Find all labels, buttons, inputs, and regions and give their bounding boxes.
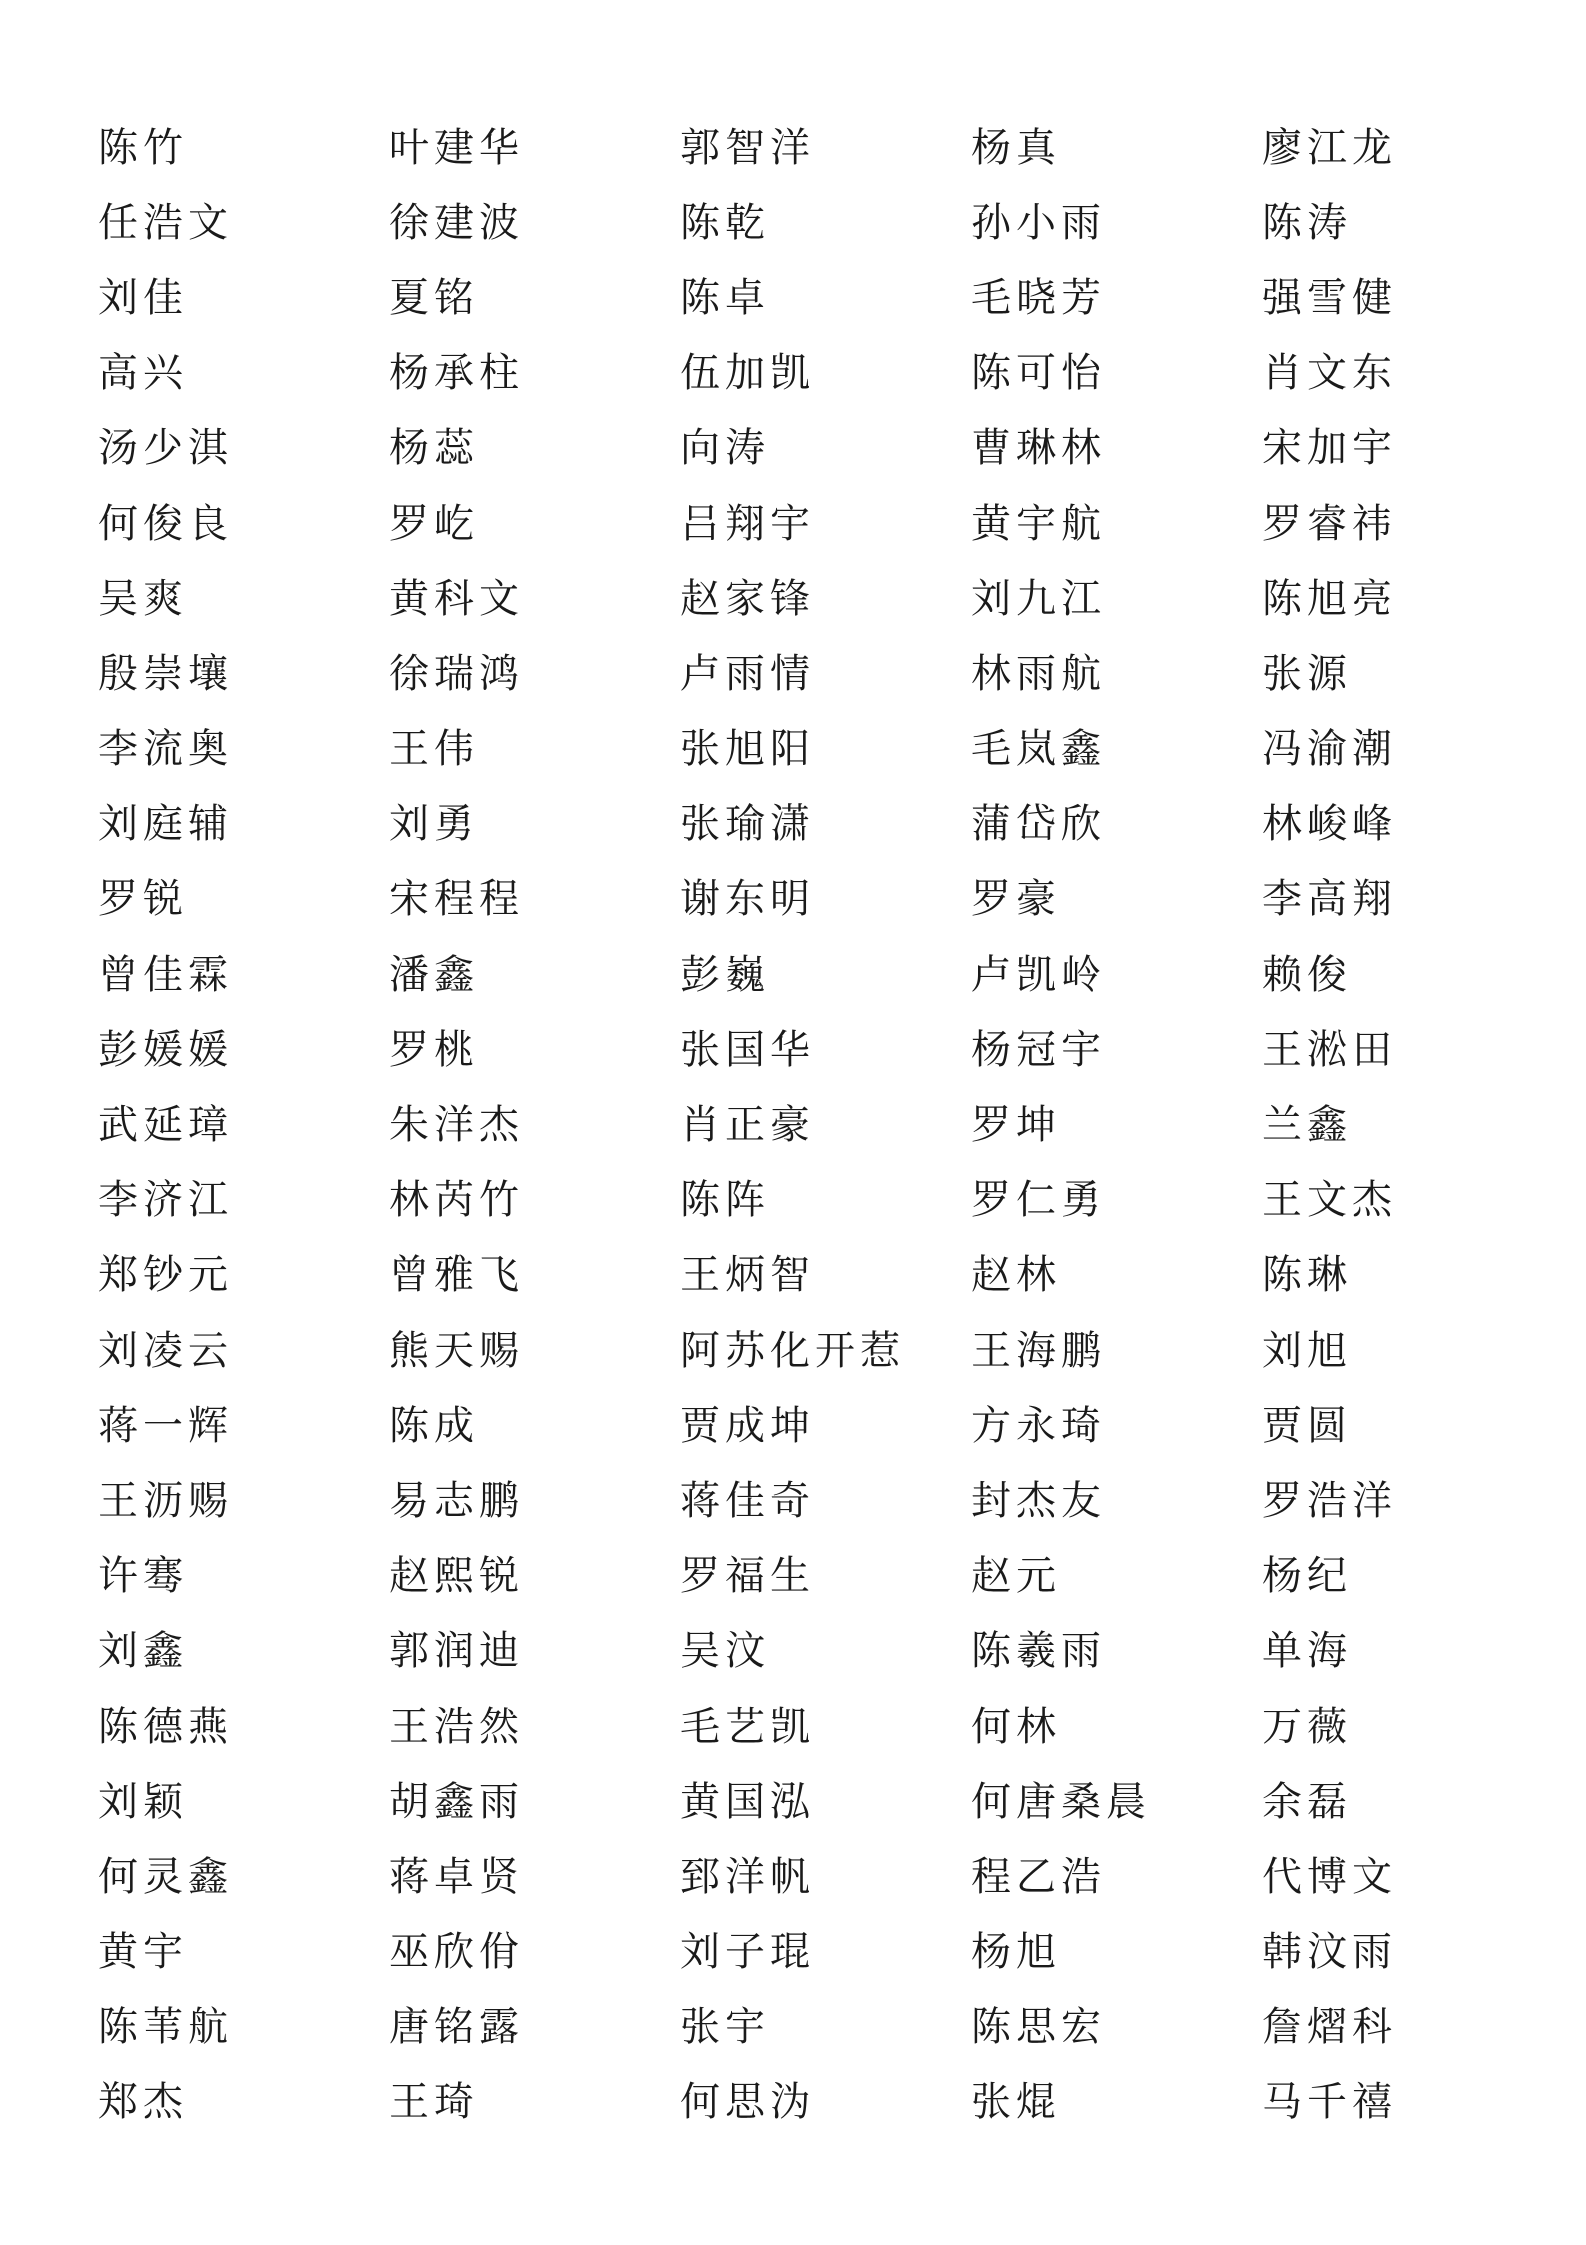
- name-entry: 杨承柱: [389, 350, 524, 397]
- name-entry: 武延璋: [98, 1102, 233, 1149]
- name-entry: 杨纪: [1262, 1553, 1352, 1600]
- name-entry: 王淞田: [1262, 1026, 1397, 1073]
- name-entry: 郑钞元: [98, 1252, 233, 1299]
- name-entry: 强雪健: [1262, 274, 1397, 321]
- name-entry: 潘鑫: [389, 951, 479, 998]
- name-entry: 郭智洋: [680, 124, 815, 171]
- name-entry: 罗福生: [680, 1553, 815, 1600]
- name-entry: 贾成坤: [680, 1402, 815, 1449]
- name-entry: 陈涛: [1262, 199, 1352, 246]
- name-entry: 杨冠宇: [971, 1026, 1106, 1073]
- name-entry: 王伟: [389, 726, 479, 773]
- name-entry: 曾雅飞: [389, 1252, 524, 1299]
- name-entry: 陈竹: [98, 124, 188, 171]
- name-entry: 胡鑫雨: [389, 1778, 524, 1825]
- name-entry: 肖文东: [1262, 350, 1397, 397]
- name-entry: 程乙浩: [971, 1853, 1106, 1900]
- name-entry: 赵家锋: [680, 575, 815, 622]
- name-list-grid: [98, 110, 1553, 2140]
- name-entry: 阿苏化开惹: [680, 1327, 905, 1374]
- name-entry: 彭媛媛: [98, 1026, 233, 1073]
- name-entry: 熊天赐: [389, 1327, 524, 1374]
- name-entry: 贾圆: [1262, 1402, 1352, 1449]
- name-entry: 黄宇: [98, 1929, 188, 1976]
- name-entry: 唐铭露: [389, 2004, 524, 2051]
- name-entry: 刘凌云: [98, 1327, 233, 1374]
- name-entry: 罗仁勇: [971, 1177, 1106, 1224]
- name-entry: 杨蕊: [389, 425, 479, 472]
- name-entry: 王浩然: [389, 1703, 524, 1750]
- name-entry: 罗锐: [98, 876, 188, 923]
- name-entry: 廖江龙: [1262, 124, 1397, 171]
- name-entry: 刘鑫: [98, 1628, 188, 1675]
- name-entry: 陈卓: [680, 274, 770, 321]
- name-entry: 蒋一辉: [98, 1402, 233, 1449]
- name-entry: 郅洋帆: [680, 1853, 815, 1900]
- name-entry: 张国华: [680, 1026, 815, 1073]
- name-entry: 郑杰: [98, 2079, 188, 2126]
- name-entry: 肖正豪: [680, 1102, 815, 1149]
- name-entry: 何俊良: [98, 500, 233, 547]
- name-entry: 李高翔: [1262, 876, 1397, 923]
- name-entry: 许骞: [98, 1553, 188, 1600]
- name-entry: 韩汶雨: [1262, 1929, 1397, 1976]
- name-entry: 刘勇: [389, 801, 479, 848]
- name-entry: 陈可怡: [971, 350, 1106, 397]
- name-entry: 张焜: [971, 2079, 1061, 2126]
- name-entry: 曹琳林: [971, 425, 1106, 472]
- name-entry: 万薇: [1262, 1703, 1352, 1750]
- name-entry: 吴爽: [98, 575, 188, 622]
- name-entry: 朱洋杰: [389, 1102, 524, 1149]
- name-entry: 张源: [1262, 650, 1352, 697]
- name-entry: 林雨航: [971, 650, 1106, 697]
- name-entry: 黄科文: [389, 575, 524, 622]
- name-entry: 林芮竹: [389, 1177, 524, 1224]
- name-entry: 杨真: [971, 124, 1061, 171]
- name-entry: 代博文: [1262, 1853, 1397, 1900]
- name-entry: 卢雨情: [680, 650, 815, 697]
- name-entry: 赵林: [971, 1252, 1061, 1299]
- name-entry: 高兴: [98, 350, 188, 397]
- name-entry: 陈乾: [680, 199, 770, 246]
- name-entry: 赵熙锐: [389, 1553, 524, 1600]
- name-entry: 吕翔宇: [680, 500, 815, 547]
- name-entry: 易志鹏: [389, 1477, 524, 1524]
- name-entry: 宋加宇: [1262, 425, 1397, 472]
- name-entry: 冯渝潮: [1262, 726, 1397, 773]
- name-entry: 封杰友: [971, 1477, 1106, 1524]
- name-entry: 何林: [971, 1703, 1061, 1750]
- name-entry: 王琦: [389, 2079, 479, 2126]
- name-entry: 王炳智: [680, 1252, 815, 1299]
- name-entry: 罗豪: [971, 876, 1061, 923]
- name-entry: 陈苇航: [98, 2004, 233, 2051]
- name-entry: 徐瑞鸿: [389, 650, 524, 697]
- name-entry: 汤少淇: [98, 425, 233, 472]
- name-entry: 刘颖: [98, 1778, 188, 1825]
- name-entry: 罗浩洋: [1262, 1477, 1397, 1524]
- name-entry: 黄国泓: [680, 1778, 815, 1825]
- name-entry: 谢东明: [680, 876, 815, 923]
- name-entry: 余磊: [1262, 1778, 1352, 1825]
- name-entry: 毛晓芳: [971, 274, 1106, 321]
- name-entry: 郭润迪: [389, 1628, 524, 1675]
- name-entry: 何灵鑫: [98, 1853, 233, 1900]
- name-entry: 刘旭: [1262, 1327, 1352, 1374]
- name-entry: 赖俊: [1262, 951, 1352, 998]
- name-entry: 李济江: [98, 1177, 233, 1224]
- name-entry: 罗坤: [971, 1102, 1061, 1149]
- name-entry: 马千禧: [1262, 2079, 1397, 2126]
- name-entry: 张旭阳: [680, 726, 815, 773]
- name-entry: 陈德燕: [98, 1703, 233, 1750]
- name-entry: 陈旭亮: [1262, 575, 1397, 622]
- name-entry: 陈成: [389, 1402, 479, 1449]
- name-entry: 何思沩: [680, 2079, 815, 2126]
- name-entry: 夏铭: [389, 274, 479, 321]
- name-entry: 孙小雨: [971, 199, 1106, 246]
- name-entry: 陈思宏: [971, 2004, 1106, 2051]
- name-entry: 陈琳: [1262, 1252, 1352, 1299]
- name-entry: 蒋佳奇: [680, 1477, 815, 1524]
- name-entry: 彭巍: [680, 951, 770, 998]
- name-entry: 毛岚鑫: [971, 726, 1106, 773]
- name-entry: 陈阵: [680, 1177, 770, 1224]
- name-entry: 李流奥: [98, 726, 233, 773]
- name-entry: 张宇: [680, 2004, 770, 2051]
- name-entry: 吴汶: [680, 1628, 770, 1675]
- name-entry: 伍加凯: [680, 350, 815, 397]
- name-entry: 王文杰: [1262, 1177, 1397, 1224]
- name-entry: 刘九江: [971, 575, 1106, 622]
- name-entry: 刘佳: [98, 274, 188, 321]
- name-entry: 王沥赐: [98, 1477, 233, 1524]
- name-entry: 蒲岱欣: [971, 801, 1106, 848]
- name-entry: 方永琦: [971, 1402, 1106, 1449]
- name-entry: 赵元: [971, 1553, 1061, 1600]
- name-entry: 詹熠科: [1262, 2004, 1397, 2051]
- name-entry: 罗睿祎: [1262, 500, 1397, 547]
- name-entry: 何唐桑晨: [971, 1778, 1151, 1825]
- name-entry: 殷崇壤: [98, 650, 233, 697]
- name-entry: 单海: [1262, 1628, 1352, 1675]
- name-entry: 毛艺凯: [680, 1703, 815, 1750]
- name-entry: 徐建波: [389, 199, 524, 246]
- name-entry: 张瑜潇: [680, 801, 815, 848]
- name-entry: 杨旭: [971, 1929, 1061, 1976]
- name-entry: 王海鹏: [971, 1327, 1106, 1374]
- name-entry: 蒋卓贤: [389, 1853, 524, 1900]
- name-entry: 罗桃: [389, 1026, 479, 1073]
- name-entry: 巫欣佾: [389, 1929, 524, 1976]
- name-entry: 陈羲雨: [971, 1628, 1106, 1675]
- name-entry: 林峻峰: [1262, 801, 1397, 848]
- name-entry: 卢凯岭: [971, 951, 1106, 998]
- name-entry: 黄宇航: [971, 500, 1106, 547]
- name-entry: 向涛: [680, 425, 770, 472]
- name-entry: 宋程程: [389, 876, 524, 923]
- name-entry: 叶建华: [389, 124, 524, 171]
- name-entry: 兰鑫: [1262, 1102, 1352, 1149]
- name-entry: 刘子琨: [680, 1929, 815, 1976]
- name-entry: 罗屹: [389, 500, 479, 547]
- name-entry: 任浩文: [98, 199, 233, 246]
- name-entry: 曾佳霖: [98, 951, 233, 998]
- name-entry: 刘庭辅: [98, 801, 233, 848]
